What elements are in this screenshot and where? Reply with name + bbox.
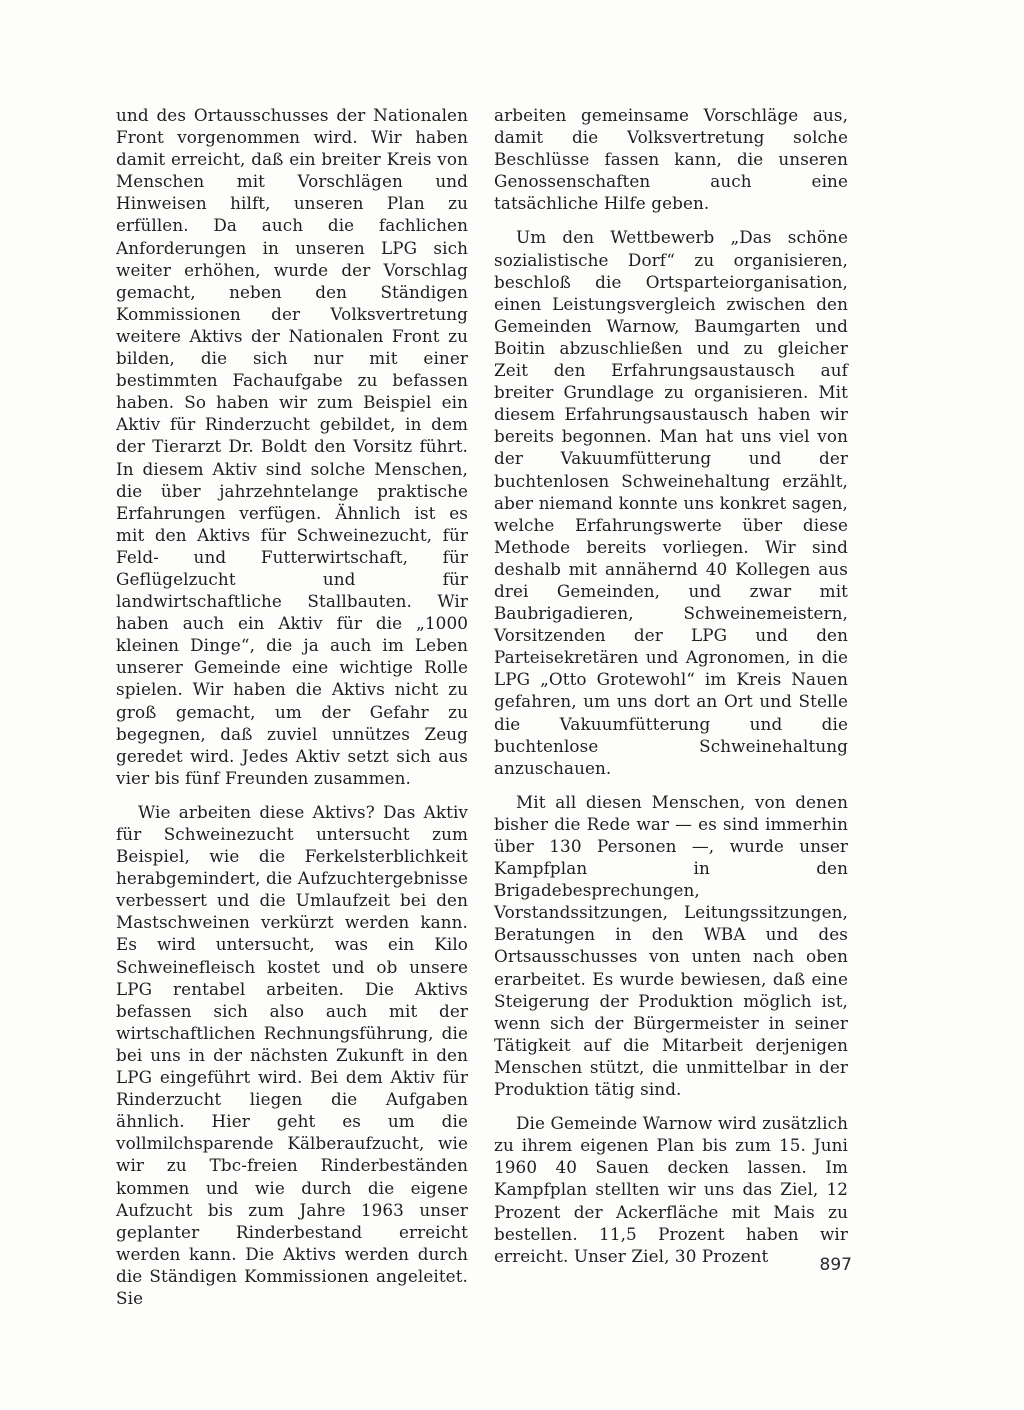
page-number: 897 xyxy=(819,1255,852,1275)
paragraph: arbeiten gemeinsame Vorschläge aus, damit die Volksvertretung solche Beschlüsse fassen kann, die unseren Genossenschaften auch eine tatsächliche Hilfe geben. xyxy=(494,105,848,214)
paragraph: Um den Wettbewerb „Das schöne sozialistische Dorf“ zu organisieren, beschloß die Ortsparteiorganisation, einen Leistungsvergleich zwischen den Gemeinden Warnow, Baumgarten und Boitin abzuschließen und zu gleicher Zeit den Erfahrungsaustausch auf breiter Grundlage zu organisieren. Mit diesem Erfahrungsaustausch haben wir bereits begonnen. Man hat uns viel von der Vakuumfütterung und der buchtenlosen Schweinehaltung erzählt, aber niemand konnte uns konkret sagen, welche Erfahrungswerte über diese Methode bereits vorliegen. Wir sind deshalb mit annähernd 40 Kollegen aus drei Gemeinden, und zwar mit Baubrigadieren, Schweinemeistern, Vorsitzenden der LPG und den Parteisekretären und Agronomen, in die LPG „Otto Grotewohl“ im Kreis Nauen gefahren, um uns dort an Ort und Stelle die Vakuumfütterung und die buchtenlose Schweinehaltung anzuschauen. xyxy=(494,227,848,778)
left-column xyxy=(116,104,468,1321)
paragraph: und des Ortausschusses der Nationalen Front vorgenommen wird. Wir haben damit erreicht, daß ein breiter Kreis von Menschen mit Vorschlägen und Hinweisen hilft, unseren Plan zu erfüllen. Da auch die fachlichen Anforderungen in unseren LPG sich weiter erhöhen, wurde der Vorschlag gemacht, neben den Ständigen Kommissionen der Volksvertretung weitere Aktivs der Nationalen Front zu bilden, die sich nur mit einer bestimmten Fachaufgabe zu befassen haben. So haben wir zum Beispiel ein Aktiv für Rinderzucht gebildet, in dem der Tierarzt Dr. Boldt den Vorsitz führt. In diesem Aktiv sind solche Menschen, die über jahrzehntelange praktische Erfahrungen verfügen. Ähnlich ist es mit den Aktivs für Schweinezucht, für Feld- und Futterwirtschaft, für Geflügelzucht und für landwirtschaftliche Stallbauten. Wir haben auch ein Aktiv für die „1000 kleinen Dinge“, die ja auch im Leben unserer Gemeinde eine wichtige Rolle spielen. Wir haben die Aktivs nicht zu groß gemacht, um der Gefahr zu begegnen, daß zuviel unnützes Zeug geredet wird. Jedes Aktiv setzt sich aus vier bis fünf Freunden zusammen. xyxy=(116,105,468,788)
paragraph: Wie arbeiten diese Aktivs? Das Aktiv für Schweinezucht untersucht zum Beispiel, wie die Ferkelsterblichkeit herabgemindert, die Aufzuchtergebnisse verbessert und die Umlaufzeit bei den Mastschweinen verkürzt werden kann. Es wird untersucht, was ein Kilo Schweinefleisch kostet und ob unsere LPG rentabel arbeiten. Die Aktivs befassen sich also auch mit der wirtschaftlichen Rechnungsführung, die bei uns in der nächsten Zukunft in den LPG eingeführt wird. Bei dem Aktiv für Rinderzucht liegen die Aufgaben ähnlich. Hier geht es um die vollmilchsparende Kälberaufzucht, wie wir zu Tbc-freien Rinderbeständen kommen und wie durch die eigene Aufzucht bis zum Jahre 1963 unser geplanter Rinderbestand erreicht werden kann. Die Aktivs werden durch die Ständigen Kommissionen angeleitet. Sie xyxy=(116,801,468,1308)
paragraph: Mit all diesen Menschen, von denen bisher die Rede war — es sind immerhin über 130 Personen —, wurde unser Kampfplan in den Brigadebesprechungen, Vorstandssitzungen, Leitungssitzungen, Beratungen in den WBA und des Ortsausschusses von unten nach oben erarbeitet. Es wurde bewiesen, daß eine Steigerung der Produktion möglich ist, wenn sich der Bürgermeister in seiner Tätigkeit auf die Mitarbeit derjenigen Menschen stützt, die unmittelbar in der Produktion tätig sind. xyxy=(494,791,848,1100)
paragraph: Die Gemeinde Warnow wird zusätzlich zu ihrem eigenen Plan bis zum 15. Juni 1960 40 Sauen decken lassen. Im Kampfplan stellten wir uns das Ziel, 12 Prozent der Ackerfläche mit Mais zu bestellen. 11,5 Prozent haben wir erreicht. Unser Ziel, 30 Prozent xyxy=(494,1113,848,1266)
right-column xyxy=(494,104,848,1279)
